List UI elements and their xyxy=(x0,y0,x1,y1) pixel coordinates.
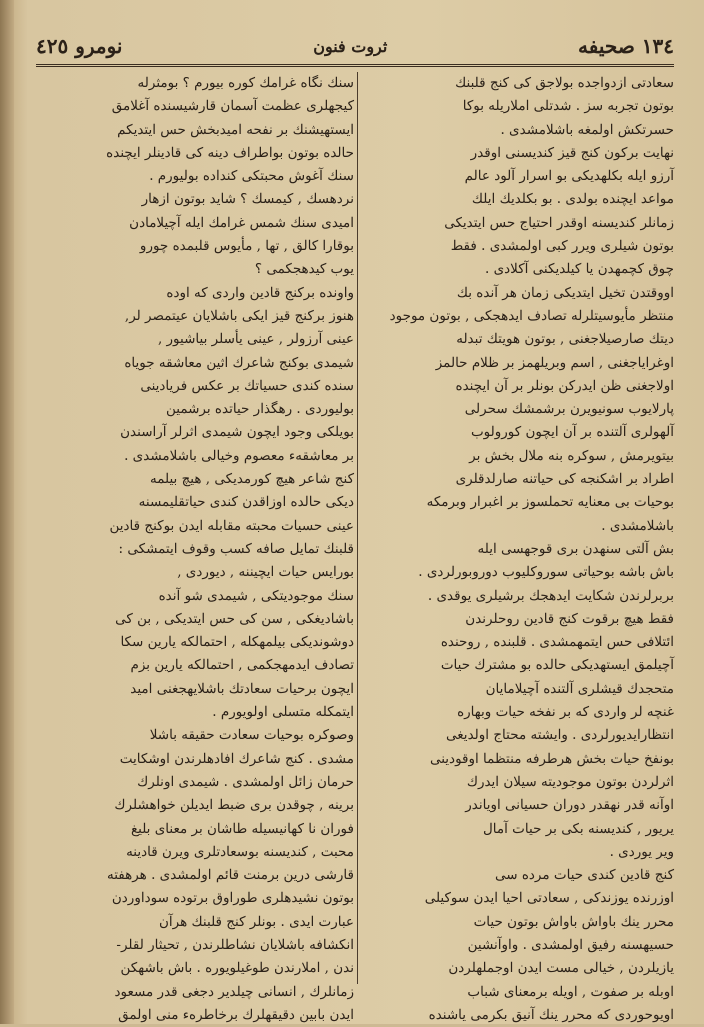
text-line: سنك نگاه غرامك كوره بيورم ؟ بومثرله xyxy=(137,75,354,91)
text-line: زمانلر كنديسنه اوقدر احتياج حس ايتديكى xyxy=(444,214,674,231)
text-line: عينى حسيات محبته مقابله ايدن بوكنج قادين xyxy=(109,517,354,534)
text-line: تصادف ايدمهجكمى , احتمالكه يارين بزم xyxy=(130,657,354,674)
text-line: اوزرنده يوزندكى , سعادتى احيا ايدن سوكيلى xyxy=(424,890,674,907)
text-line: اوآنه قدر نهقدر دوران حسيانى اوياندر xyxy=(465,797,674,814)
text-line: حسرتكش اولمغه باشلامشدى . xyxy=(500,121,674,138)
text-line: مشدى . كنج شاعرك افادهلرندن اوشكايت xyxy=(119,750,354,767)
text-line: فقط هيچ برقوت كنج قادين روحلرندن xyxy=(465,610,674,627)
text-line: ايتمكله متسلى اولويورم . xyxy=(212,704,354,721)
text-line: قلبنك تمايل صافه كسب وقوف ايتمشكى : xyxy=(118,540,354,557)
column-divider xyxy=(357,72,358,984)
text-line: بويلكى وجود ايچون شيمدى اثرلر آراسندن xyxy=(120,424,354,441)
text-line: بربرلرندن شكايت ايدهجك برشيلرى يوقدى . xyxy=(427,587,674,604)
text-line: بر معاشقهء معصوم وخيالى باشلامشدى . xyxy=(124,447,354,464)
text-line: نهايت بركون كنج قيز كنديسنى اوقدر xyxy=(470,144,674,161)
text-line: ائتلافى حس ايتمهمشدى . قلبنده , روحنده xyxy=(440,634,674,651)
text-line: بوحيات بى معنايه تحملسوز بر اغبرار وبرمكه xyxy=(426,494,674,511)
issue-number: نومرو ٤٢٥ xyxy=(36,34,123,58)
text-line: بوتون تجربه سز . شدتلى املاريله بوكا xyxy=(462,98,674,115)
text-line: آچيلمق ايستهديكى حالده بو مشترك حيات xyxy=(440,657,674,674)
text-line: اووقتدن تخيل ايتديكى زمان هر آنده بك xyxy=(456,284,674,301)
text-line: ديكى حالده اوزاقدن كندى حياتقليمسنه xyxy=(138,494,354,511)
text-line: فوران نا كهانيسيله طاشان بر معناى بليغ xyxy=(130,820,354,837)
text-line: حسيهسنه رفيق اولمشدى . واوآنشين xyxy=(467,936,674,953)
text-line: بوقارا كالق , تها , مأيوس قلبمده چورو xyxy=(139,238,354,255)
text-line: بيتويرمش , سوكره بنه ملال بخش بر xyxy=(469,447,674,464)
text-line: سنده كندى حسياتك بر عكس فريادينى xyxy=(140,377,354,394)
header-rule xyxy=(36,64,674,67)
text-line: حالده بوتون بواطراف دينه كى قادينلر ايچنده xyxy=(106,144,354,161)
text-line: بورايس حيات ايچيننه , ديوردى , xyxy=(177,564,354,581)
text-line: سعادتى ازدواجده بولاجق كى كنج قلبنك xyxy=(455,75,674,91)
text-line: بونفخ حيات بخش هرطرفه منتظما اوقودينى xyxy=(429,750,674,767)
text-line: وير يوردى . xyxy=(609,843,674,860)
text-line: باش باشه بوحياتى سوروكليوب دوروبورلردى . xyxy=(418,564,674,581)
text-line: انكشافه باشلايان نشاطلرندن , تحيثار لقلر- xyxy=(116,936,354,953)
text-line: بش آلتى سنهدن برى قوجهسى ايله xyxy=(477,540,674,557)
text-line: بوتون نشيدهلرى طوراوق برتوده سوداوردن xyxy=(111,890,354,907)
text-line: اويوحوردى كه محرر ينك آنيق بكرمى ياشنده xyxy=(428,1006,674,1023)
text-line: هنوز بركنج قيز ايكى باشلايان عيتمصر لر, xyxy=(124,307,354,324)
text-line: برينه , چوقدن برى ضبط ايديلن خواهشلرك xyxy=(114,797,354,814)
text-line: نردهسك , كيمسك ؟ شايد بوتون ازهار xyxy=(141,191,354,208)
text-line: منتظر مأيوسيتلرله تصادف ايدهجكى , بوتون موجود xyxy=(389,307,674,324)
page-number: ١٣٤ صحيفه xyxy=(578,34,674,58)
text-line: سنك موجوديتكى , شيمدى شو آنده xyxy=(158,587,354,604)
text-line: كنج شاعر هيچ كورمديكى , هيچ بيلمه xyxy=(149,471,354,488)
text-line: مواعد ايچنده بولدى . بو بكلديك ايلك xyxy=(471,191,674,208)
text-line: آلهولرى آلتنده بر آن ايچون كورولوب xyxy=(470,424,674,441)
text-line: متحجدك قيشلرى آلتنده آچيلامايان xyxy=(485,680,674,697)
text-line: اثرلردن بوتون موجوديته سيلان ايدرك xyxy=(466,773,674,790)
text-line: اطراد بر اشكنجه كى حياتنه صارلدقلرى xyxy=(455,471,674,488)
text-line: ديتك صارصيلاجغنى , بوتون هويتك تبدله xyxy=(456,331,674,348)
text-line: محبت , كنديسنه بوسعادتلرى ويرن قادينه xyxy=(126,843,354,860)
text-line: حرمان زائل اولمشدى . شيمدى اونلرك xyxy=(137,773,354,790)
text-line: اوغراياجغنى , اسم وبريلهمز بر ظلام حالمز xyxy=(435,354,674,371)
text-line: ايستهيشنك بر نفحه اميدبخش حس ايتديكم xyxy=(117,121,354,138)
text-line: شيمدى بوكنج شاعرك اثين معاشقه جوياه xyxy=(124,354,354,371)
text-line: سنك آغوش محبتكى كنداده بوليورم . xyxy=(149,168,354,185)
text-column-right xyxy=(356,72,674,1023)
text-line: يوب كيدهجكمى ؟ xyxy=(254,261,354,278)
text-line: چوق كچمهدن يا كيلديكنى آكلادى . xyxy=(485,261,674,278)
text-line: باشاديغكى , سن كى حس ايتديكى , بن كى xyxy=(115,610,354,627)
text-line: كنج قادين كندى حيات مرده سى xyxy=(494,867,674,884)
text-line: آرزو ايله بكلهديكى بو اسرار آلود عالم xyxy=(464,168,674,185)
text-line: ايچون برحيات سعادتك باشلايهجغنى اميد xyxy=(130,680,354,697)
text-line: عبارت ايدى . بونلر كنج قلبنك هرآن xyxy=(159,913,354,930)
text-line: وصوكره بوحيات سعادت حقيقه باشلا xyxy=(149,727,354,744)
text-line: محرر ينك باواش باواش بوتون حيات xyxy=(473,913,674,930)
text-line: اوبله بر صفوت , اويله برمعناى شباب xyxy=(467,983,674,1000)
page-header xyxy=(36,26,674,66)
text-line: انتظارايديورلردى . وايشته محتاج اولديغى xyxy=(446,727,674,744)
text-line: يازيلردن , خيالى مست ايدن اوجملهلردن xyxy=(448,960,674,977)
text-line: قارشى درين برمنت قائم اولمشدى . هرهفته xyxy=(106,867,354,884)
text-line: ندن , املارندن طوغيلويوره . باش باشهكن xyxy=(120,960,354,977)
book-binding-edge xyxy=(0,0,14,1024)
text-line: اميدى سنك شمس غرامك ايله آچيلامادن xyxy=(129,214,354,231)
text-line: كيجهلرى عظمت آسمان قارشيسنده آغلامق xyxy=(111,98,354,115)
text-line: بوتون شيلرى ويرر كبى اولمشدى . فقط xyxy=(450,238,674,255)
text-line: اولاجغنى ظن ايدركن بونلر بر آن ايچنده xyxy=(455,377,674,394)
text-line: دوشونديكى بيلمهكله , احتمالكه يارين سكا xyxy=(120,634,354,651)
text-column-left xyxy=(36,72,354,1023)
text-line: يريور , كنديسنه بكى بر حيات آمال xyxy=(482,820,674,837)
text-line: عينى آرزولر , عينى يأسلر بياشيور , xyxy=(157,331,354,348)
text-line: ايدن بابين دقيقهلرك برخاطرهء منى اولمق xyxy=(118,1006,354,1023)
text-line: واونده بركنج قادين واردى كه اوده xyxy=(166,284,354,301)
text-line: بوليوردى . رهگذار حياتده برشمين xyxy=(165,401,354,418)
text-line: زمانلرك , انسانى چيلدير دجغى قدر مسعود xyxy=(114,983,354,1000)
text-line: غنچه لر واردى كه بر نفخه حيات وبهاره xyxy=(457,704,674,721)
text-line: باشلامشدى . xyxy=(601,517,674,534)
journal-title: ثروت فنون xyxy=(313,36,388,56)
text-line: پارلايوب سونيويرن برشمشك سحرلى xyxy=(464,401,674,418)
